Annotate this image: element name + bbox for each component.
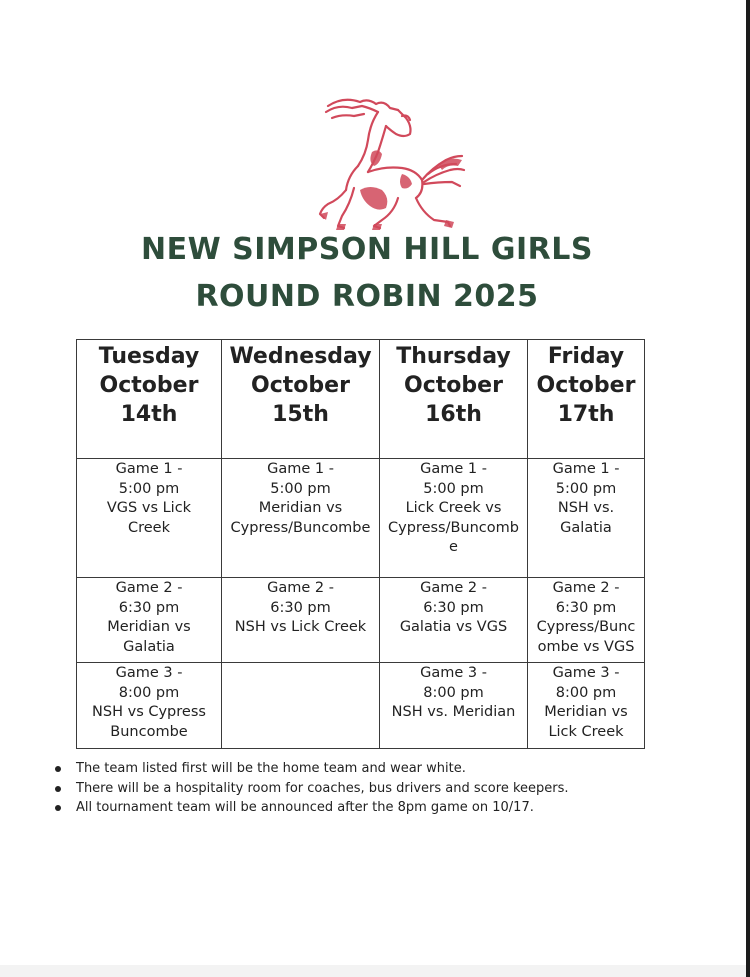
game-cell-line: 6:30 pm <box>555 599 617 616</box>
day-header-wednesday <box>222 340 380 459</box>
schedule-table <box>76 339 645 749</box>
title-line-1: NEW SIMPSON HILL GIRLS <box>141 232 593 267</box>
note-item <box>52 798 569 818</box>
day-header-line: October <box>536 373 636 398</box>
game-cell-line: Game 1 - <box>115 461 183 477</box>
game-cell-line: Buncombe <box>110 723 188 740</box>
game-cell-line: Meridian vs <box>544 704 628 721</box>
schedule-header-row <box>77 340 645 459</box>
day-header-friday <box>528 340 645 459</box>
game-cell-line: Creek <box>127 519 170 536</box>
game-cell-line: Game 2 - <box>267 580 334 596</box>
day-header-line: 14th <box>120 402 178 427</box>
game-cell-line: 6:30 pm <box>423 599 484 616</box>
game-cell-line: NSH vs. Meridian <box>391 704 516 721</box>
game-cell-line: Galatia <box>123 638 175 655</box>
day-header-line: Thursday <box>396 344 511 369</box>
game-cell-line: Cypress/Buncombe <box>230 519 371 536</box>
note-text: The team listed first will be the home team and wear white. <box>76 761 466 776</box>
game-cell-line: Game 1 - <box>420 461 487 477</box>
day-header-line: Wednesday <box>229 344 372 369</box>
day-header-line: 15th <box>272 402 329 427</box>
game-cell-line: Meridian vs <box>258 500 343 517</box>
game-cell-line: 5:00 pm <box>118 480 180 497</box>
mustang-horse-logo <box>298 94 468 234</box>
game-3-row <box>77 663 645 749</box>
game-cell-line: Cypress/Bunc <box>536 619 636 636</box>
game-cell <box>380 578 528 663</box>
game-cell-line: ombe vs VGS <box>537 638 635 655</box>
game-cell-line: Game 2 - <box>115 580 183 596</box>
game-cell-line: Game 3 - <box>420 665 487 681</box>
day-header-tuesday <box>77 340 222 459</box>
game-cell-line: Game 1 - <box>267 461 334 477</box>
page-edge <box>746 0 750 977</box>
game-cell-line: 8:00 pm <box>423 684 484 701</box>
game-cell-line: Game 3 - <box>552 665 620 681</box>
title-line-2: ROUND ROBIN 2025 <box>195 279 539 314</box>
game-cell-line: Game 2 - <box>552 580 620 596</box>
game-cell-line: Lick Creek vs <box>405 500 502 517</box>
game-cell-line: 8:00 pm <box>118 684 180 701</box>
game-cell-line: Galatia <box>560 519 612 536</box>
game-cell-line: 5:00 pm <box>555 480 617 497</box>
game-cell-line: Cypress/Buncomb <box>388 519 519 536</box>
note-item <box>52 779 569 799</box>
day-header-line: Tuesday <box>98 344 200 369</box>
game-cell-line: Lick Creek <box>548 723 624 740</box>
game-cell <box>528 459 645 578</box>
game-1-row <box>77 459 645 578</box>
game-cell-line: NSH vs. <box>557 500 615 517</box>
day-header-line: October <box>251 373 350 398</box>
game-cell-line: NSH vs Cypress <box>92 704 206 721</box>
game-cell <box>380 663 528 749</box>
game-cell <box>77 578 222 663</box>
game-cell-line: Meridian vs <box>107 619 191 636</box>
game-cell-line: Galatia vs VGS <box>399 619 508 636</box>
bullet-icon <box>55 766 61 772</box>
game-cell-line: 6:30 pm <box>118 599 180 616</box>
game-cell <box>77 663 222 749</box>
day-header-line: October <box>404 373 503 398</box>
notes-list <box>52 759 569 818</box>
note-text: There will be a hospitality room for coaches, bus drivers and score keepers. <box>76 780 569 796</box>
game-cell-line: 6:30 pm <box>270 599 331 616</box>
game-cell-line: Game 3 - <box>115 665 183 681</box>
day-header-line: 17th <box>557 402 615 427</box>
game-cell-line: VGS vs Lick <box>106 500 192 517</box>
game-cell <box>380 459 528 578</box>
game-cell-line: 5:00 pm <box>423 480 484 497</box>
bullet-icon <box>55 786 61 792</box>
game-cell-line: 5:00 pm <box>270 480 331 497</box>
game-cell-line: e <box>449 539 458 556</box>
bullet-icon <box>55 805 61 811</box>
game-cell-line: Game 1 - <box>552 461 620 477</box>
game-cell <box>222 578 380 663</box>
game-cell-empty <box>222 663 380 749</box>
note-text: All tournament team will be announced after the 8pm game on 10/17. <box>76 800 534 816</box>
game-cell <box>222 459 380 578</box>
game-cell <box>77 459 222 578</box>
game-cell <box>528 663 645 749</box>
note-item <box>52 759 569 779</box>
day-header-line: Friday <box>547 344 625 369</box>
day-header-line: October <box>99 373 199 398</box>
game-cell-line: NSH vs Lick Creek <box>234 619 367 636</box>
page-bottom-edge <box>0 965 746 977</box>
day-header-line: 16th <box>425 402 482 427</box>
game-2-row <box>77 578 645 663</box>
day-header-thursday <box>380 340 528 459</box>
game-cell-line: Game 2 - <box>420 580 487 596</box>
game-cell-line: 8:00 pm <box>555 684 617 701</box>
game-cell <box>528 578 645 663</box>
